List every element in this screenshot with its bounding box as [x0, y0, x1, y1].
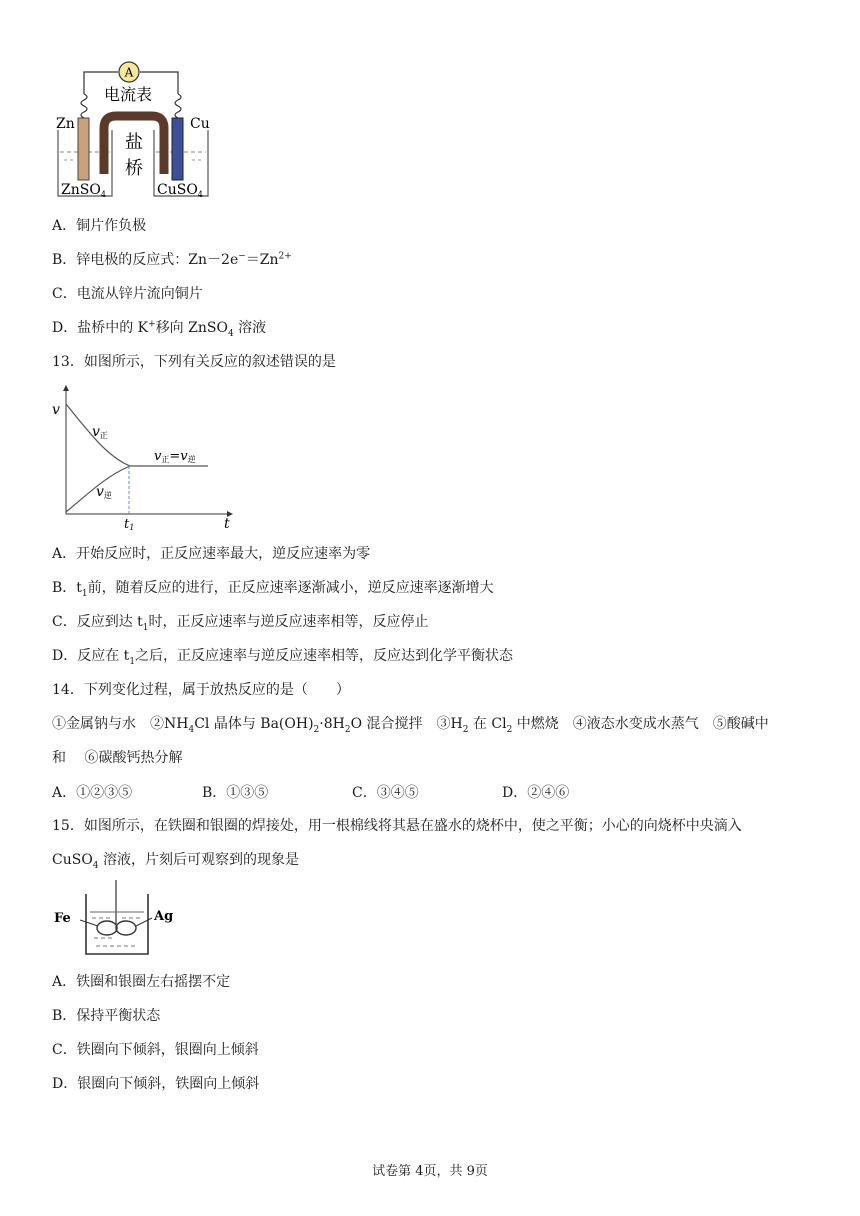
x-axis-label: t [224, 516, 230, 530]
cu-electrode [172, 118, 183, 180]
q13-stem: 13．如图所示，下列有关反应的叙述错误的是 [52, 354, 336, 370]
q12-option-b: B．锌电极的反应式：$Zn-2e^-=Zn^{2+}$ [52, 251, 292, 268]
q15-stem-line-2: CuSO$_4$ 溶液，片刻后可观察到的现象是 [52, 852, 299, 871]
beaker-rings-figure [52, 876, 182, 960]
q14-option-c: C．③④⑤ [352, 785, 419, 801]
ammeter-label: 电流表 [104, 85, 153, 104]
q15-option-c: C．铁圈向下倾斜，银圈向上倾斜 [52, 1042, 259, 1058]
page-footer: 试卷第 4页，共 9页 [372, 1164, 488, 1179]
fe-ring [97, 921, 117, 935]
q14-stem: 14．下列变化过程，属于放热反应的是（ ） [52, 682, 350, 698]
t1-label: t1 [124, 517, 135, 530]
q13-option-a: A．开始反应时，正反应速率最大，逆反应速率为零 [52, 546, 371, 562]
q15-option-d: D．银圈向下倾斜，铁圈向上倾斜 [52, 1076, 260, 1092]
q13-option-b: B．$t_1$前，随着反应的进行，正反应速率逐渐减小，逆反应速率逐渐增大 [52, 580, 494, 599]
q14-items-line-1: ①金属钠与水 $②NH_4Cl$ 晶体与 $Ba(OH)_2\cdot 8H_2O$ 混合搅拌 $③H_2$ 在 $Cl_2$ 中燃烧 ④液态水变成水蒸气 ⑤酸碱中 [52, 716, 769, 735]
salt-bridge-label-2: 桥 [125, 158, 143, 179]
znso4-label: ZnSO$_4$ [61, 182, 106, 199]
salt-bridge-label-1: 盐 [125, 132, 143, 153]
q13-option-c: C．反应到达 $t_1$时，正反应速率与逆反应速率相等，反应停止 [52, 614, 429, 633]
q12-option-c: C．电流从锌片流向铜片 [52, 286, 203, 302]
q14-option-d: D．②④⑥ [502, 785, 570, 801]
q14-option-b: B．①③⑤ [202, 785, 269, 801]
zn-electrode [78, 118, 89, 180]
ammeter-symbol: A [124, 65, 134, 80]
galvanic-cell-figure [54, 56, 224, 206]
q15-option-b: B．保持平衡状态 [52, 1008, 161, 1024]
equilibrium-label: v正=v逆 [154, 449, 196, 464]
zn-label: Zn [56, 116, 75, 132]
v-reverse-label: v逆 [96, 484, 112, 500]
q12-option-a: A．铜片作负极 [52, 218, 147, 234]
v-forward-label: v正 [92, 424, 108, 440]
ag-label: Ag [154, 909, 174, 924]
fe-label: Fe [54, 911, 71, 926]
q14-options [52, 782, 652, 802]
q15-option-a: A．铁圈和银圈左右摇摆不定 [52, 974, 231, 990]
y-axis-label: v [52, 402, 60, 418]
q15-stem-line-1: 15．如图所示，在铁圈和银圈的焊接处，用一根棉线将其悬在盛水的烧杯中，使之平衡；小心的向烧杯中央滴入 [52, 818, 742, 834]
cuso4-label: CuSO$_4$ [157, 182, 203, 199]
ag-ring [116, 921, 136, 935]
rate-time-graph [50, 382, 240, 530]
q14-option-a: A．①②③⑤ [52, 785, 133, 801]
q12-option-d: D．盐桥中的 K+移向 ZnSO$_4$ 溶液 [52, 319, 267, 339]
cu-label: Cu [190, 116, 210, 132]
q14-items-line-2: 和 ⑥碳酸钙热分解 [52, 750, 183, 766]
q13-option-d: D．反应在 $t_1$之后，正反应速率与逆反应速率相等，反应达到化学平衡状态 [52, 648, 514, 667]
